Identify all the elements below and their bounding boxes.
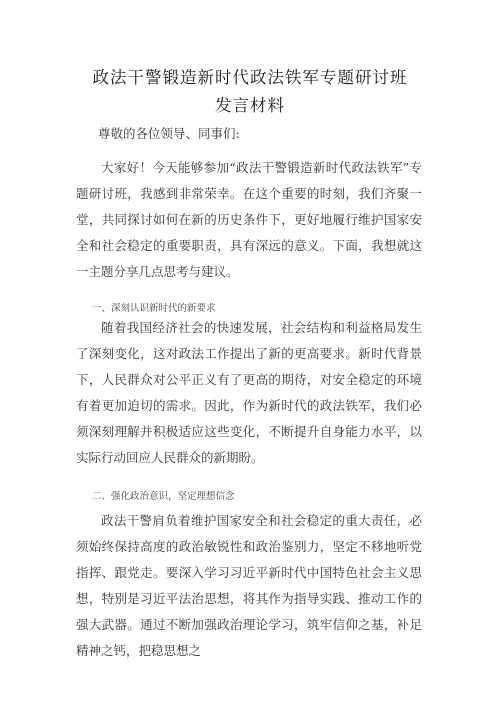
document-title-line2: 发言材料 bbox=[215, 96, 285, 115]
section-heading-2: 二、强化政治意识，坚定理想信念 bbox=[92, 491, 235, 502]
paragraph-opening: 大家好！今天能够参加“政法干警锻造新时代政法铁军”专题研讨班，我感到非常荣幸。在这个重要的时刻，我们齐聚一堂，共同探讨如何在新的历史条件下，更好地履行维护国家安全和社会稳定的重要职责，具有深远的意义。下面，我想就这一主题分享几点思考与建议。 bbox=[76, 160, 422, 279]
document-title-line1: 政法干警锻造新时代政法铁军专题研讨班 bbox=[92, 68, 408, 87]
paragraph-section-2: 政法干警肩负着维护国家安全和社会稳定的重大责任，必须始终保持高度的政治敏锐性和政治鉴别力，坚定不移地听党指挥、跟党走。要深入学习习近平新时代中国特色社会主义思想，特别是习近平法治思想，将其作为指导实践、推动工作的强大武器。通过不断加强政治理论学习，筑牢信仰之基，补足精神之钙，把稳思想之 bbox=[76, 513, 422, 658]
salutation: 尊敬的各位领导、同事们: bbox=[98, 126, 240, 141]
section-heading-1: 一、深刻认识新时代的新要求 bbox=[92, 303, 216, 314]
paragraph-section-1: 随着我国经济社会的快速发展，社会结构和利益格局发生了深刻变化，这对政法工作提出了新的更高要求。新时代背景下，人民群众对公平正义有了更高的期待，对安全稳定的环境有着更加迫切的需求。因此，作为新时代的政法铁军，我们必须深刻理解并积极适应这些变化，不断提升自身能力水平，以实际行动回应人民群众的新期盼。 bbox=[76, 320, 422, 465]
